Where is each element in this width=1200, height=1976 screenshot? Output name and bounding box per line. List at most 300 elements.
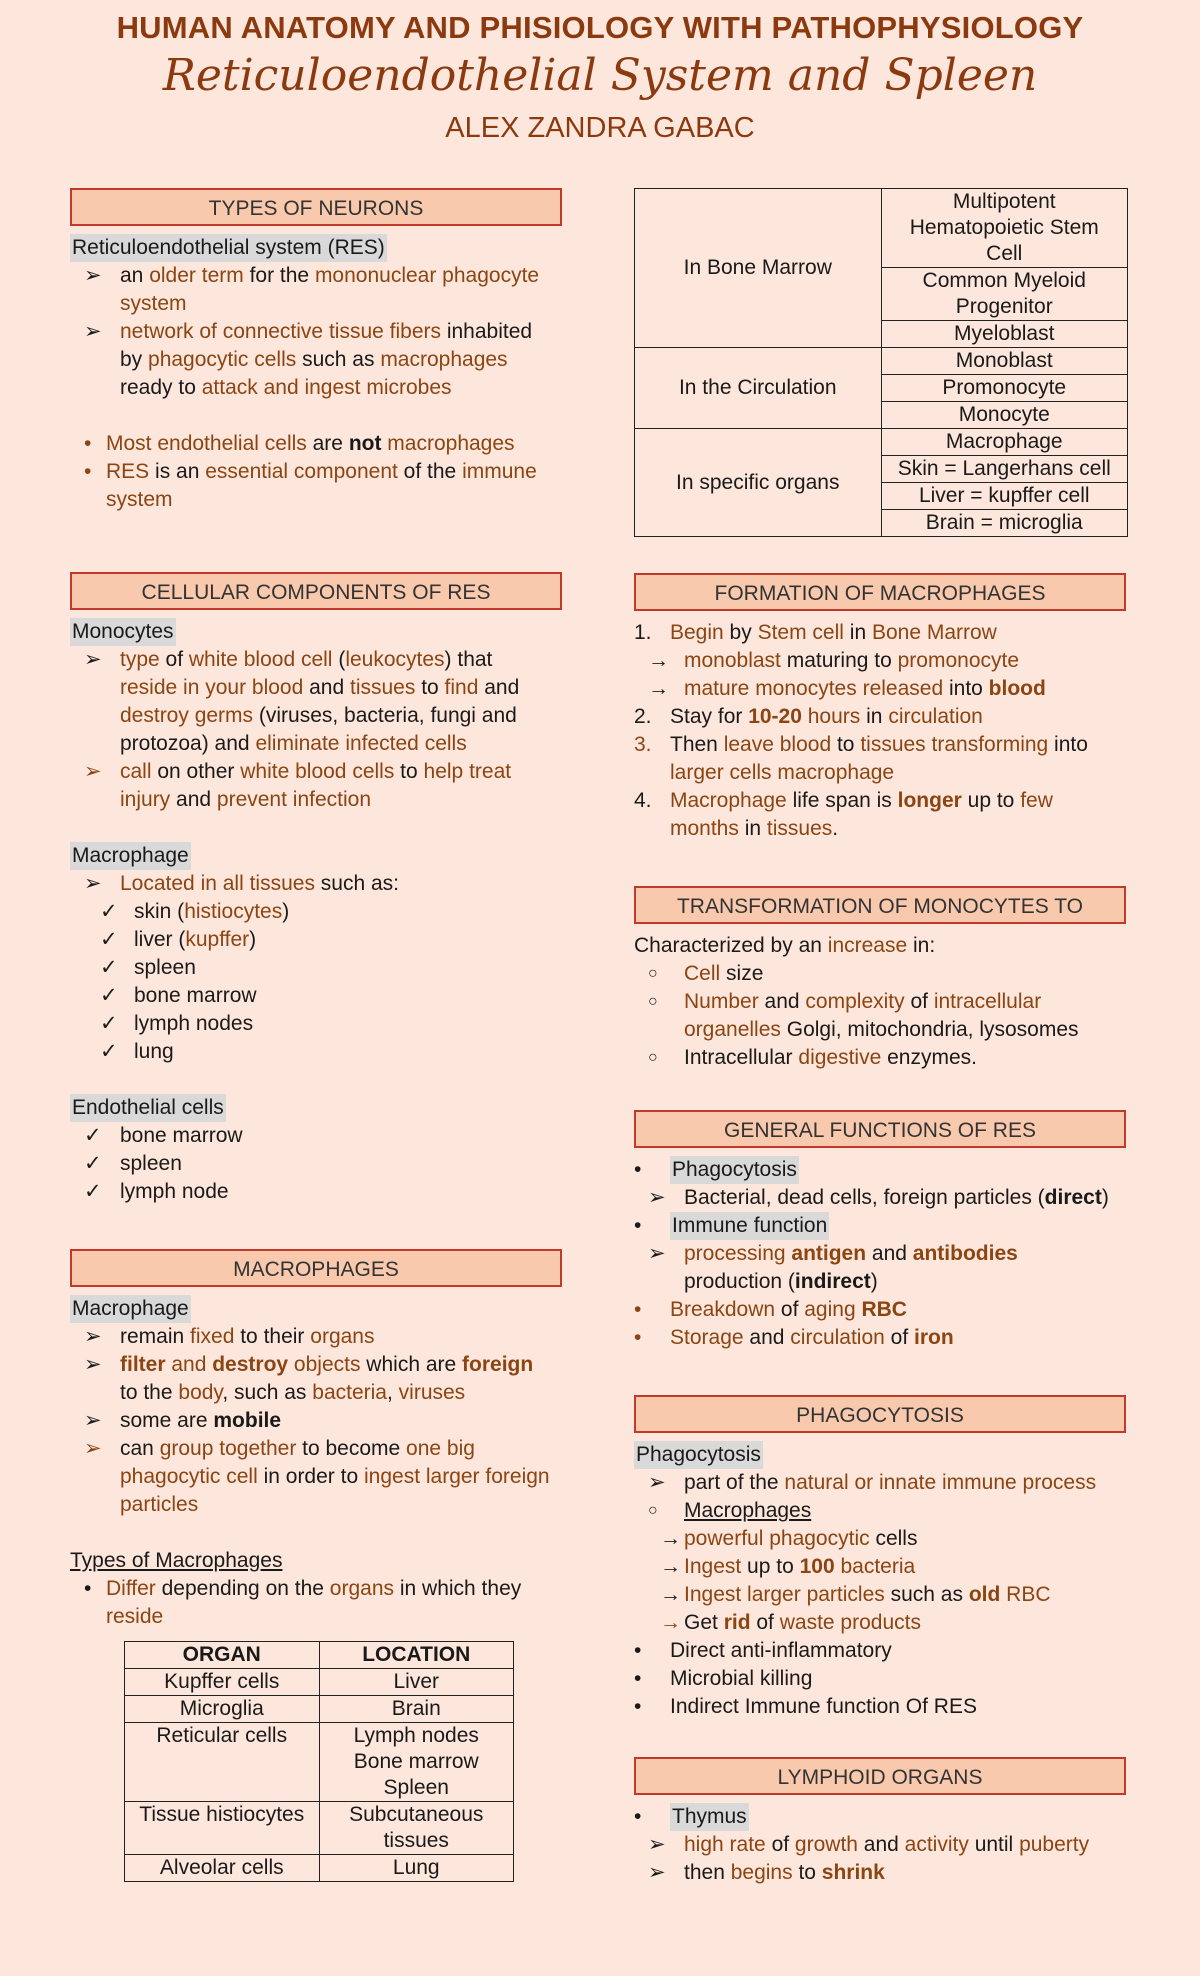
text-segment: tissues xyxy=(766,817,833,840)
text-segment: lung xyxy=(134,1040,174,1063)
text-segment: 100 xyxy=(799,1555,835,1578)
text-segment: and xyxy=(758,990,806,1013)
text-segment: Direct anti-inflammatory xyxy=(670,1639,892,1662)
check-icon: ✓ xyxy=(100,928,118,951)
text-segment: RBC xyxy=(1000,1583,1051,1606)
table-header-row xyxy=(125,1642,514,1669)
text-segment: Phagocytosis xyxy=(670,1156,799,1184)
text-segment: puberty xyxy=(1019,1833,1090,1856)
list-item xyxy=(634,1525,1134,1553)
text-segment: reside in your blood xyxy=(120,676,304,699)
right-arrow-icon: → xyxy=(660,1527,681,1550)
text-segment: Differ xyxy=(106,1577,156,1600)
general-functions-section xyxy=(634,1110,1134,1352)
text-segment: Stem cell xyxy=(757,621,844,644)
table-row xyxy=(125,1723,514,1802)
text-segment: of xyxy=(765,1833,795,1856)
text-segment: blood xyxy=(988,677,1046,700)
text-segment: Subcutaneous xyxy=(349,1803,484,1826)
text-segment: enzymes. xyxy=(881,1046,977,1069)
text-segment: immune xyxy=(462,460,537,483)
dot-bullet-icon: • xyxy=(84,460,92,483)
circle-bullet-icon: ○ xyxy=(648,965,658,982)
right-arrow-icon: → xyxy=(648,649,669,672)
text-segment: (viruses, bacteria, fungi and xyxy=(253,704,517,727)
check-icon: ✓ xyxy=(100,956,118,979)
list-item xyxy=(634,703,1134,731)
right-arrow-icon: → xyxy=(660,1555,681,1578)
text-segment: by xyxy=(723,621,758,644)
text-segment: then xyxy=(684,1861,731,1884)
text-segment: Bacterial, dead cells, foreign particles ( xyxy=(684,1186,1045,1209)
check-icon: ✓ xyxy=(100,1040,118,1063)
text-segment: promonocyte xyxy=(897,649,1020,672)
text-segment: to xyxy=(831,733,861,756)
list-item xyxy=(634,960,1134,988)
text-segment: of xyxy=(159,648,189,671)
column-header: LOCATION xyxy=(319,1642,514,1669)
text-segment: ) xyxy=(1101,1186,1109,1209)
text-segment: monoblast xyxy=(684,649,781,672)
text-segment: of xyxy=(904,990,934,1013)
text-segment: RES xyxy=(106,460,150,483)
list-item xyxy=(634,1296,1134,1324)
text-segment: Intracellular xyxy=(684,1046,799,1069)
arrow-bullet-icon: ➢ xyxy=(84,1353,102,1376)
text-segment: fixed xyxy=(190,1325,235,1348)
arrow-bullet-icon: ➢ xyxy=(648,1186,666,1209)
text-segment: skin ( xyxy=(134,900,185,923)
text-segment: reside xyxy=(106,1605,164,1628)
page-title: HUMAN ANATOMY AND PHISIOLOGY WITH PATHOPHYSIOLOGY xyxy=(116,10,1084,45)
table-cell: Alveolar cells xyxy=(125,1855,320,1882)
text-segment: protozoa) and xyxy=(120,732,256,755)
text-segment: remain xyxy=(120,1325,191,1348)
text-segment: 2. xyxy=(634,705,652,728)
list-item xyxy=(70,674,570,702)
check-icon: ✓ xyxy=(84,1180,102,1203)
list-item xyxy=(634,1184,1134,1212)
list-item xyxy=(70,1407,570,1435)
text-segment: rid xyxy=(723,1611,751,1634)
text-segment: to xyxy=(415,676,445,699)
text-segment: 3. xyxy=(634,733,652,756)
list-item xyxy=(634,1156,1134,1184)
text-segment: objects xyxy=(288,1353,361,1376)
text-segment: bacteria xyxy=(834,1555,916,1578)
text-segment: of the xyxy=(397,460,463,483)
text-segment: such as: xyxy=(314,872,399,895)
list-item xyxy=(70,318,570,346)
text-segment: aging xyxy=(804,1298,856,1321)
text-segment: Begin xyxy=(670,621,724,644)
text-segment: waste products xyxy=(779,1611,921,1634)
list-item xyxy=(70,870,570,898)
text-segment: an xyxy=(120,264,150,287)
page-subtitle: Reticuloendothelial System and Spleen xyxy=(162,50,1038,101)
list-item xyxy=(634,1268,1134,1296)
text-segment: ready to xyxy=(120,376,202,399)
dot-bullet-icon: • xyxy=(84,432,92,455)
text-segment: 10-20 xyxy=(748,705,802,728)
list-item xyxy=(70,430,570,458)
text-segment: is an xyxy=(149,460,206,483)
subheading: Macrophage xyxy=(70,1295,191,1323)
text-segment: of xyxy=(750,1611,780,1634)
table-row xyxy=(125,1802,514,1855)
text-segment: processing xyxy=(684,1242,786,1265)
text-segment: viruses xyxy=(398,1381,466,1404)
text-segment: Cell xyxy=(986,242,1023,265)
table-cell: Brain xyxy=(319,1696,514,1723)
macrophage-types-table xyxy=(124,1641,514,1882)
text-segment: histiocytes xyxy=(184,900,283,923)
list-item xyxy=(70,1435,570,1463)
text-segment: up to xyxy=(961,789,1021,812)
text-segment: into xyxy=(1048,733,1088,756)
table-row xyxy=(635,348,1128,375)
text-segment: mononuclear phagocyte xyxy=(314,264,540,287)
text-segment: to become xyxy=(296,1437,407,1460)
text-segment: help treat xyxy=(423,760,512,783)
text-segment: longer xyxy=(897,789,962,812)
list-item xyxy=(634,1859,1134,1887)
list-item xyxy=(634,759,1134,787)
text-segment: ( xyxy=(332,648,346,671)
text-segment: in xyxy=(860,705,889,728)
text-segment: 4. xyxy=(634,789,652,812)
circle-bullet-icon: ○ xyxy=(648,1049,658,1066)
text-segment: system xyxy=(120,292,187,315)
text-segment: foreign xyxy=(462,1353,534,1376)
text-segment: Hematopoietic Stem xyxy=(909,216,1099,239)
check-icon: ✓ xyxy=(100,900,118,923)
subheading: Monocytes xyxy=(70,618,176,646)
right-arrow-icon: → xyxy=(660,1583,681,1606)
list-item xyxy=(70,1010,570,1038)
table-cell: Reticular cells xyxy=(125,1723,320,1802)
text-segment: up to xyxy=(741,1555,800,1578)
text-segment: which are xyxy=(360,1353,463,1376)
table-cell: Lung xyxy=(319,1855,514,1882)
list-item xyxy=(70,1575,570,1603)
text-segment: for the xyxy=(243,264,315,287)
section-heading: PHAGOCYTOSIS xyxy=(634,1395,1126,1433)
author-name: ALEX ZANDRA GABAC xyxy=(445,112,755,144)
text-segment: hours xyxy=(801,705,861,728)
table-cell: Monocyte xyxy=(881,402,1128,429)
text-segment: depending on the xyxy=(155,1577,330,1600)
text-segment: phagocytic cell xyxy=(120,1465,258,1488)
table-cell: Promonocyte xyxy=(881,375,1128,402)
phagocytosis-section xyxy=(634,1395,1134,1721)
text-segment: Multipotent xyxy=(952,190,1056,213)
section-heading: CELLULAR COMPONENTS OF RES xyxy=(70,572,562,610)
dot-bullet-icon: • xyxy=(634,1695,642,1718)
section-heading: TYPES OF NEURONS xyxy=(70,188,562,226)
cellular-components-section xyxy=(70,572,570,1206)
text-segment: Lymph nodes xyxy=(353,1724,479,1747)
text-segment: older term xyxy=(149,264,244,287)
text-segment: Ingest larger particles xyxy=(684,1583,885,1606)
list-item xyxy=(634,1016,1134,1044)
text-segment: inhabited xyxy=(441,320,533,343)
list-item xyxy=(634,647,1134,675)
subheading: Types of Macrophages xyxy=(70,1549,283,1572)
list-item xyxy=(70,1379,570,1407)
text-segment: one big xyxy=(406,1437,475,1460)
text-segment: are xyxy=(306,432,349,455)
list-item xyxy=(70,1150,570,1178)
text-segment: in order to xyxy=(257,1465,364,1488)
text-segment: high rate xyxy=(684,1833,766,1856)
list-item xyxy=(70,702,570,730)
text-segment: 1. xyxy=(634,621,652,644)
list-item xyxy=(634,1469,1134,1497)
text-segment: destroy xyxy=(212,1353,289,1376)
text-segment: such as xyxy=(296,348,381,371)
text-segment: network of connective tissue fibers xyxy=(120,320,441,343)
arrow-bullet-icon: ➢ xyxy=(84,264,102,287)
text-segment: and xyxy=(857,1833,905,1856)
text-segment: Get xyxy=(684,1611,724,1634)
table-cell xyxy=(319,1723,514,1802)
text-segment: , xyxy=(386,1381,399,1404)
text-segment: phagocytic cells xyxy=(148,348,297,371)
text-segment: body xyxy=(178,1381,223,1404)
table-cell: In the Circulation xyxy=(635,348,882,429)
text-segment: on other xyxy=(151,760,241,783)
text-segment: of xyxy=(884,1326,915,1349)
list-item xyxy=(634,1044,1134,1072)
text-segment: growth xyxy=(794,1833,858,1856)
text-segment: Microbial killing xyxy=(670,1667,813,1690)
text-segment: leukocytes xyxy=(345,648,445,671)
list-item xyxy=(634,1665,1134,1693)
macrophages-section xyxy=(70,1249,570,1882)
text-segment: intracellular xyxy=(933,990,1042,1013)
dot-bullet-icon: • xyxy=(634,1298,642,1321)
table-cell: Macrophage xyxy=(881,429,1128,456)
list-item xyxy=(70,486,570,514)
list-item xyxy=(70,290,570,318)
text-segment: bone marrow xyxy=(120,1124,243,1147)
text-segment: few xyxy=(1020,789,1053,812)
text-segment: until xyxy=(968,1833,1020,1856)
dot-bullet-icon: • xyxy=(634,1639,642,1662)
text-segment: lymph nodes xyxy=(134,1012,254,1035)
table-cell xyxy=(881,268,1128,321)
arrow-bullet-icon: ➢ xyxy=(648,1471,666,1494)
text-segment: find xyxy=(444,676,479,699)
text-segment: kupffer xyxy=(185,928,250,951)
text-segment: tissues xyxy=(383,1829,449,1852)
text-segment: type xyxy=(120,648,160,671)
text-segment: such as xyxy=(884,1583,969,1606)
text-segment: in: xyxy=(907,934,936,957)
text-segment: and xyxy=(303,676,350,699)
text-segment: complexity xyxy=(805,990,905,1013)
text-segment: . xyxy=(832,817,839,840)
text-segment: leave blood xyxy=(723,733,832,756)
table-cell: Myeloblast xyxy=(881,321,1128,348)
arrow-bullet-icon: ➢ xyxy=(648,1861,666,1884)
list-item xyxy=(70,1038,570,1066)
text-segment: indirect xyxy=(794,1270,871,1293)
text-segment: larger cells macrophage xyxy=(670,761,895,784)
text-segment: prevent infection xyxy=(216,788,372,811)
list-item xyxy=(70,262,570,290)
text-segment: to xyxy=(792,1861,822,1884)
text-segment: and xyxy=(165,1353,213,1376)
text-segment: cells xyxy=(869,1527,918,1550)
text-segment: mobile xyxy=(213,1409,282,1432)
text-segment: into xyxy=(943,677,989,700)
text-segment: Number xyxy=(684,990,759,1013)
text-segment: tissues xyxy=(350,676,416,699)
text-segment: Bone marrow xyxy=(353,1750,479,1773)
text-segment: Thymus xyxy=(670,1803,749,1831)
check-icon: ✓ xyxy=(100,1012,118,1035)
text-segment: RBC xyxy=(855,1298,907,1321)
text-segment: of xyxy=(775,1298,805,1321)
list-item xyxy=(70,1178,570,1206)
text-segment: essential component xyxy=(205,460,398,483)
text-segment: to xyxy=(394,760,424,783)
table-row xyxy=(635,189,1128,268)
text-segment: group together xyxy=(159,1437,297,1460)
table-cell xyxy=(881,189,1128,268)
subheading: Reticuloendothelial system (RES) xyxy=(70,234,387,262)
text-segment: months xyxy=(670,817,739,840)
text-segment: life span is xyxy=(786,789,898,812)
dot-bullet-icon: • xyxy=(634,1805,642,1828)
text-segment: antibodies xyxy=(912,1242,1018,1265)
text-segment: Stay for xyxy=(670,705,749,728)
arrow-bullet-icon: ➢ xyxy=(84,1325,102,1348)
list-item xyxy=(70,898,570,926)
list-item xyxy=(70,758,570,786)
section-heading: LYMPHOID ORGANS xyxy=(634,1757,1126,1795)
text-segment: production ( xyxy=(684,1270,795,1293)
table-cell: Kupffer cells xyxy=(125,1669,320,1696)
text-segment: antigen xyxy=(785,1242,867,1265)
right-arrow-icon: → xyxy=(660,1611,681,1634)
list-item xyxy=(70,374,570,402)
text-segment: Progenitor xyxy=(955,295,1053,318)
section-heading: GENERAL FUNCTIONS OF RES xyxy=(634,1110,1126,1148)
list-item xyxy=(70,1463,570,1491)
arrow-bullet-icon: ➢ xyxy=(84,320,102,343)
table-cell: Tissue histiocytes xyxy=(125,1802,320,1855)
text-segment: powerful phagocytic xyxy=(684,1527,870,1550)
table-cell: Monoblast xyxy=(881,348,1128,375)
types-of-neurons-section xyxy=(70,188,570,514)
list-item xyxy=(70,1603,570,1631)
text-segment: ) xyxy=(249,928,257,951)
text-segment: Then xyxy=(670,733,724,756)
text-segment: destroy germs xyxy=(120,704,254,727)
circle-bullet-icon: ○ xyxy=(648,1502,658,1519)
arrow-bullet-icon: ➢ xyxy=(84,1409,102,1432)
section-heading: MACROPHAGES xyxy=(70,1249,562,1287)
dot-bullet-icon: • xyxy=(84,1577,92,1600)
text-segment: Golgi, mitochondria, lysosomes xyxy=(780,1018,1079,1041)
text-segment: can xyxy=(120,1437,160,1460)
check-icon: ✓ xyxy=(100,984,118,1007)
text-segment: liver ( xyxy=(134,928,186,951)
text-segment: Common Myeloid xyxy=(922,269,1086,292)
text-segment: Immune function xyxy=(670,1212,829,1240)
list-item xyxy=(634,1553,1134,1581)
column-header: ORGAN xyxy=(125,1642,320,1669)
text-segment: part of the xyxy=(684,1471,785,1494)
list-item xyxy=(634,619,1134,647)
text-segment: direct xyxy=(1044,1186,1102,1209)
text-segment: circulation xyxy=(790,1326,885,1349)
list-item xyxy=(634,1240,1134,1268)
lineage-table xyxy=(634,188,1128,537)
text-segment: white blood cell xyxy=(188,648,333,671)
lymphoid-organs-section xyxy=(634,1757,1134,1887)
table-row xyxy=(635,429,1128,456)
list-item xyxy=(634,675,1134,703)
text-segment: macrophages xyxy=(380,348,508,371)
text-segment: Most endothelial cells xyxy=(106,432,307,455)
list-item xyxy=(70,730,570,758)
text-segment: ingest larger foreign xyxy=(363,1465,550,1488)
text-segment: iron xyxy=(914,1326,954,1349)
list-item xyxy=(634,988,1134,1016)
right-arrow-icon: → xyxy=(648,677,669,700)
table-cell: In Bone Marrow xyxy=(635,189,882,348)
table-cell: Skin = Langerhans cell xyxy=(881,456,1128,483)
list-item xyxy=(634,1324,1134,1352)
list-item xyxy=(634,1497,1134,1525)
text-segment: size xyxy=(720,962,764,985)
arrow-bullet-icon: ➢ xyxy=(84,648,102,671)
formation-section xyxy=(634,573,1134,843)
check-icon: ✓ xyxy=(84,1124,102,1147)
list-item xyxy=(70,786,570,814)
text-segment: organelles xyxy=(684,1018,781,1041)
list-item xyxy=(70,982,570,1010)
list-item xyxy=(70,1491,570,1519)
list-item xyxy=(634,1803,1134,1831)
text-segment: and xyxy=(170,788,217,811)
list-item xyxy=(70,458,570,486)
list-item xyxy=(70,1323,570,1351)
table-cell: Liver = kupffer cell xyxy=(881,483,1128,510)
text-segment: macrophages xyxy=(381,432,515,455)
text-segment: not xyxy=(348,432,382,455)
text-segment: system xyxy=(106,488,173,511)
text-segment: and xyxy=(743,1326,791,1349)
dot-bullet-icon: • xyxy=(634,1214,642,1237)
arrow-bullet-icon: ➢ xyxy=(648,1242,666,1265)
text-segment: tissues transforming xyxy=(860,733,1049,756)
text-segment: by xyxy=(120,348,149,371)
list-item xyxy=(634,731,1134,759)
text-segment: Indirect Immune function Of RES xyxy=(670,1695,977,1718)
text-segment: particles xyxy=(120,1493,199,1516)
lineage-table-section xyxy=(634,188,1134,537)
text-segment: Characterized by an xyxy=(634,934,828,957)
text-segment: natural or innate immune process xyxy=(784,1471,1097,1494)
text-segment: filter xyxy=(120,1353,166,1376)
text-segment: Cell xyxy=(684,962,721,985)
section-heading: TRANSFORMATION OF MONOCYTES TO xyxy=(634,886,1126,924)
